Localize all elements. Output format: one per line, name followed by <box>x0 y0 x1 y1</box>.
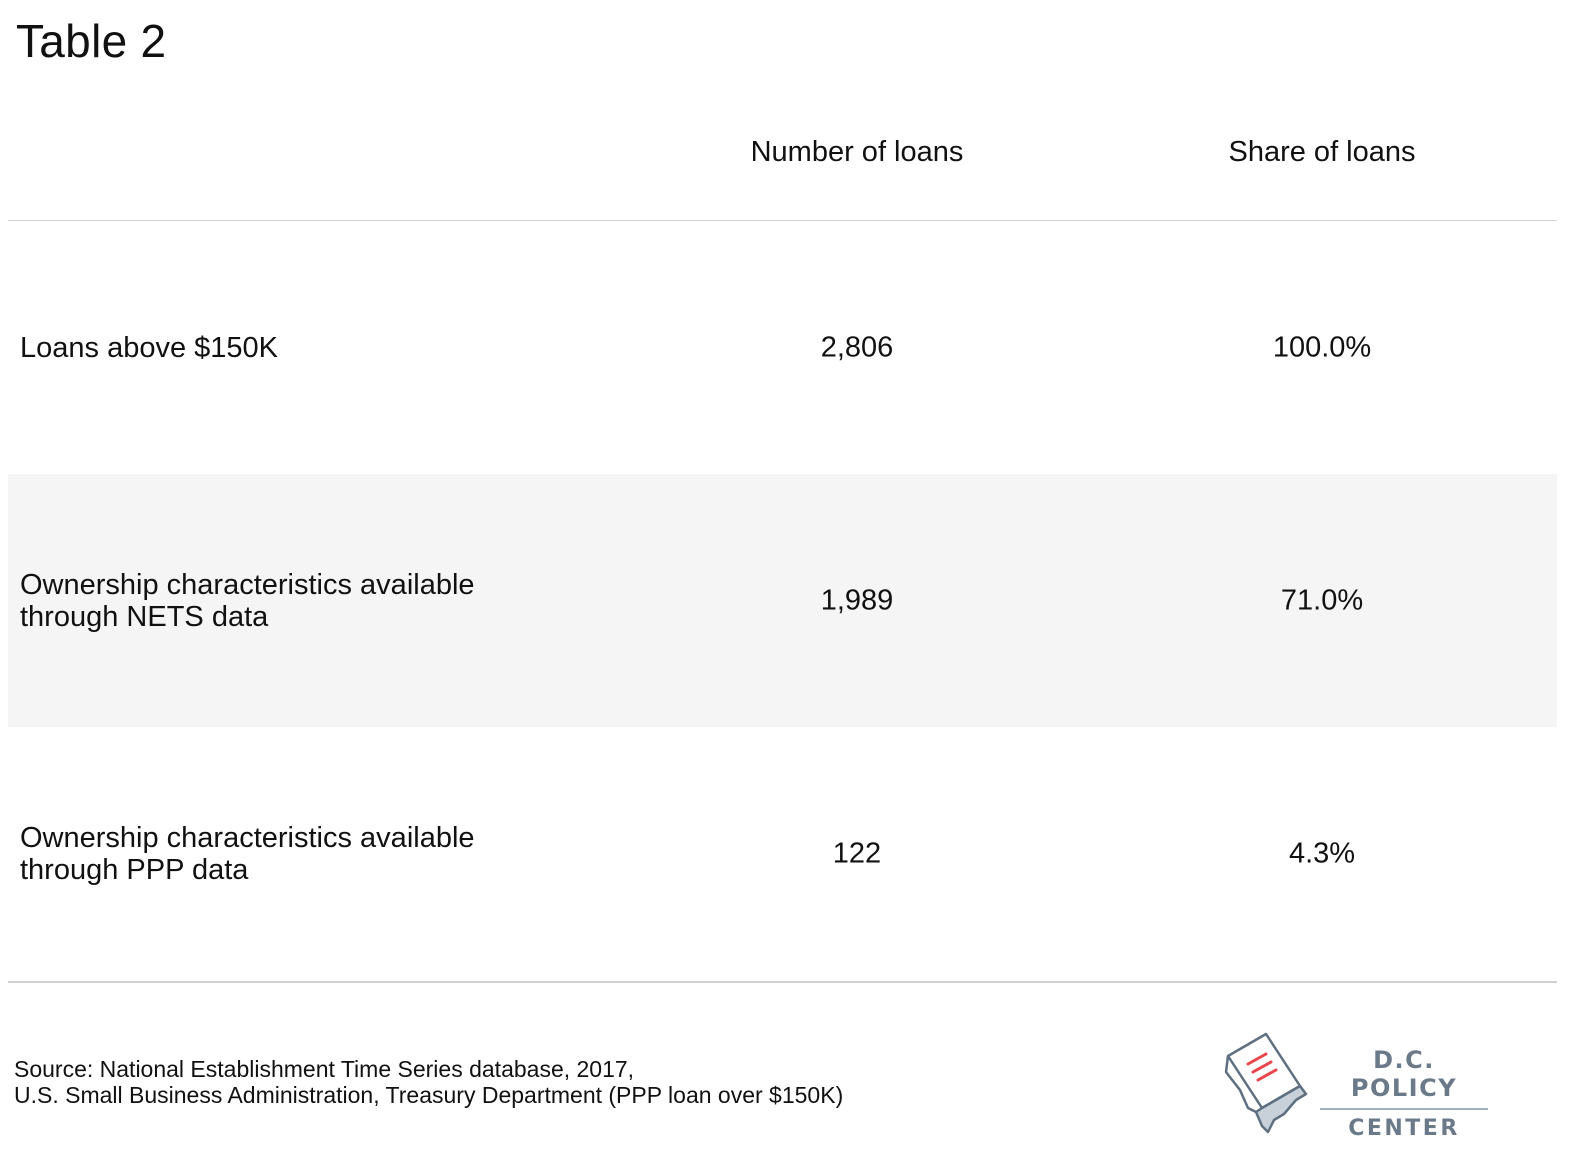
dc-policy-center-logo <box>1222 1028 1492 1141</box>
table-bottom-divider <box>8 981 1557 983</box>
row-number-value: 1,989 <box>820 584 894 616</box>
source-note <box>14 1056 843 1108</box>
table-row <box>8 221 1557 474</box>
row-number-value: 122 <box>832 837 882 869</box>
table-row <box>8 727 1557 980</box>
source-line-2: U.S. Small Business Administration, Treasury Department (PPP loan over $150K) <box>14 1082 844 1108</box>
row-label: Loans above $150K <box>20 331 278 364</box>
row-number-value: 2,806 <box>820 331 894 363</box>
row-label: Ownership characteristics available through PPP data <box>20 821 475 886</box>
row-label: Ownership characteristics available through NETS data <box>20 568 475 633</box>
logo-line-2: CENTER <box>1348 1116 1460 1141</box>
table-row <box>8 474 1557 727</box>
column-header-share: Share of loans <box>1228 136 1416 168</box>
logo-wordmark <box>1320 1046 1488 1141</box>
row-share-value: 4.3% <box>1288 837 1356 869</box>
row-share-value: 100.0% <box>1272 331 1372 363</box>
loans-table <box>8 96 1557 980</box>
column-header-number: Number of loans <box>750 136 964 168</box>
page-title: Table 2 <box>16 15 167 67</box>
dc-map-document-icon <box>1222 1028 1322 1138</box>
logo-line-1: D.C. POLICY <box>1320 1046 1488 1110</box>
table-header <box>8 96 1557 221</box>
row-share-value: 71.0% <box>1280 584 1364 616</box>
source-line-1: Source: National Establishment Time Series database, 2017, <box>14 1056 635 1082</box>
